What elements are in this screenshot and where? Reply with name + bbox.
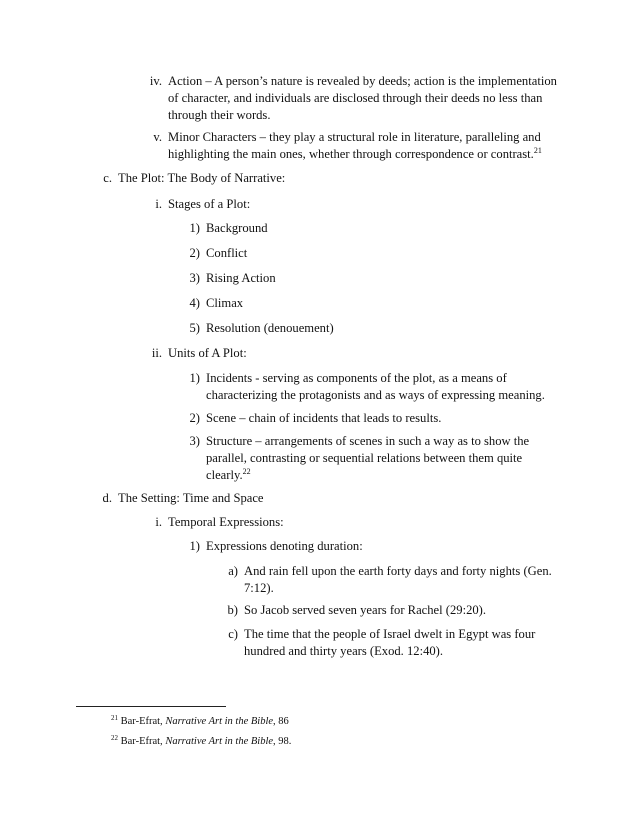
list-marker: iv. xyxy=(149,74,162,88)
list-marker: b) xyxy=(227,603,238,617)
list-marker: i. xyxy=(155,515,162,529)
unit-line: Incidents - serving as components of the plot, as a means of xyxy=(206,371,507,385)
list-marker: 5) xyxy=(189,321,200,335)
footnote-22: $^{22}$ Bar-Efrat, Narrative Art in the Bible, 98. xyxy=(111,734,292,747)
item-line: Minor Characters – they play a structural role in literature, paralleling and xyxy=(168,130,541,144)
stage-item: Climax xyxy=(206,296,244,310)
list-marker: v. xyxy=(153,130,162,144)
section-marker: d. xyxy=(102,491,112,505)
unit-line: clearly.$^{22}$ xyxy=(206,467,251,482)
stage-item: Conflict xyxy=(206,246,248,260)
example-line: And rain fell upon the earth forty days and forty nights (Gen. xyxy=(244,564,552,578)
item-line: of character, and individuals are disclosed through their deeds no less than xyxy=(168,91,543,105)
section-heading: The Plot: The Body of Narrative: xyxy=(118,171,286,185)
list-marker: 3) xyxy=(189,271,200,285)
example-line: So Jacob served seven years for Rachel (29:20). xyxy=(244,603,486,617)
list-marker: 1) xyxy=(189,221,200,235)
item-line: through their words. xyxy=(168,108,271,122)
unit-line: Scene – chain of incidents that leads to results. xyxy=(206,411,442,425)
item-line: highlighting the main ones, whether through correspondence or contrast.$^{21}$ xyxy=(168,146,542,161)
example-line: 7:12). xyxy=(244,581,274,595)
unit-line: parallel, contrasting or sequential relations between them quite xyxy=(206,451,523,465)
subsection-heading: Stages of a Plot: xyxy=(168,197,251,211)
example-line: hundred and thirty years (Exod. 12:40). xyxy=(244,644,444,658)
footnote-ref-21: 21 xyxy=(533,146,542,155)
list-marker: 3) xyxy=(189,434,200,448)
list-marker: c) xyxy=(228,627,238,641)
stage-item: Resolution (denouement) xyxy=(206,321,334,335)
list-marker: 2) xyxy=(189,411,200,425)
subsection-heading: Temporal Expressions: xyxy=(168,515,284,529)
list-marker: 1) xyxy=(189,371,200,385)
footnote-separator xyxy=(76,706,226,707)
stage-item: Rising Action xyxy=(206,271,276,285)
section-heading: The Setting: Time and Space xyxy=(118,491,264,505)
unit-line: Structure – arrangements of scenes in such a way as to show the xyxy=(206,434,530,448)
footnote-ref-22: 22 xyxy=(242,467,251,476)
section-marker: c. xyxy=(103,171,112,185)
example-line: The time that the people of Israel dwelt in Egypt was four xyxy=(244,627,536,641)
footnote-21: $^{21}$ Bar-Efrat, Narrative Art in the Bible, 86 xyxy=(111,714,289,727)
list-marker: i. xyxy=(155,197,162,211)
unit-line: characterizing the protagonists and as ways of expressing meaning. xyxy=(206,388,545,402)
list-marker: 4) xyxy=(189,296,200,310)
list-marker: a) xyxy=(228,564,238,578)
item-line: Action – A person’s nature is revealed by deeds; action is the implementation xyxy=(168,74,557,88)
subsection-heading: Units of A Plot: xyxy=(168,346,247,360)
stage-item: Background xyxy=(206,221,268,235)
subsection-item: Expressions denoting duration: xyxy=(206,539,363,553)
list-marker: 2) xyxy=(189,246,200,260)
list-marker: ii. xyxy=(151,346,162,360)
list-marker: 1) xyxy=(189,539,200,553)
